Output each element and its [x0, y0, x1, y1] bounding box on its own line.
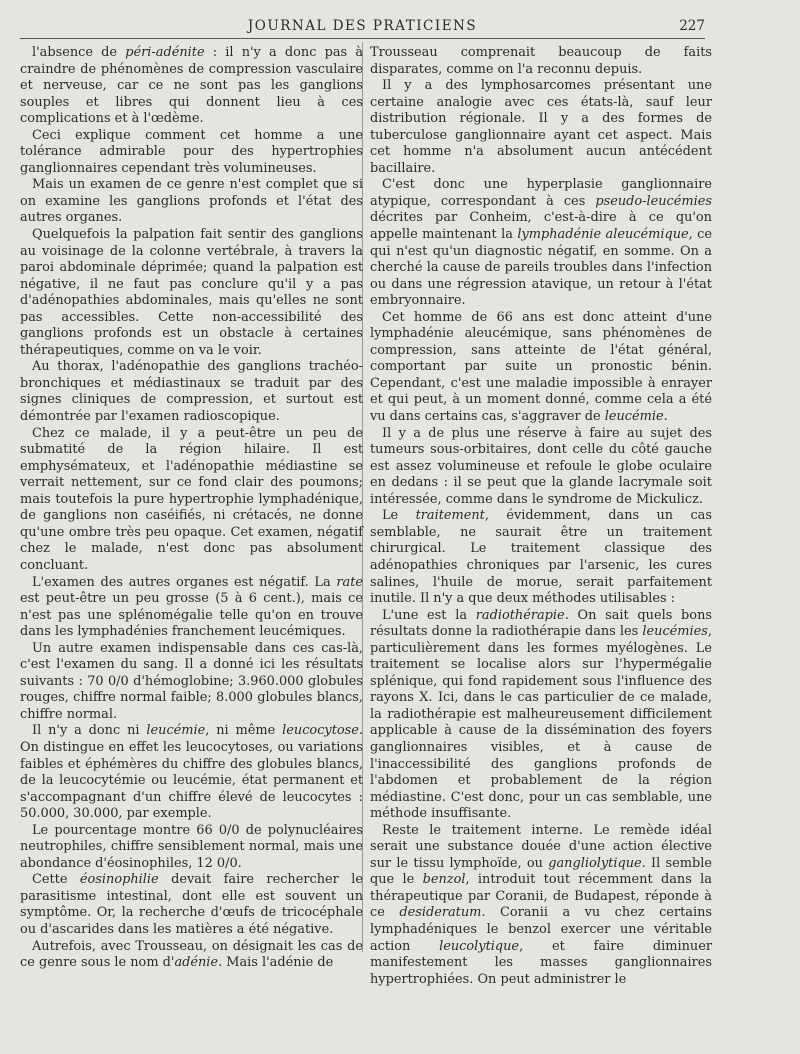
text-run: Mais un examen de ce genre n'est complet que si on examine les ganglions profonds et l'état des autres organes.	[20, 177, 363, 226]
paragraph	[370, 78, 712, 177]
paragraph	[20, 823, 363, 873]
left-column	[20, 45, 363, 972]
italic-term: leucocytose	[282, 723, 359, 739]
italic-term: rate	[336, 574, 363, 590]
italic-term: pseudo-leucémies	[595, 193, 712, 209]
page-number: 227	[679, 18, 705, 34]
paragraph	[20, 575, 363, 641]
paragraph	[370, 508, 712, 607]
text-run: . Mais l'adénie de	[218, 955, 334, 971]
italic-term: adénie	[174, 955, 219, 971]
paragraph	[370, 823, 712, 988]
text-run: devait faire rechercher le parasitisme intestinal, dont elle est souvent un symptôme. Or, la recherche d'œufs de tricocéphale ou d'ascarides dans les matières a été négative.	[20, 872, 363, 937]
text-run: , particulièrement dans les formes myélogènes. Le traitement se localise alors sur l'hypermégalie splénique, qui fond rapidement sous l'influence des rayons X. Ici, dans le cas particulier de ce malade, la radiothérapie est malheureusement difficilement applicable à cause de la dissémination des foyers ganglionnaires visibles, et à cause de l'inaccessibilité des ganglions profonds de l'abdomen et probablement de la région médiastine. C'est donc, pour un cas semblable, une méthode insuffisante.	[370, 624, 712, 822]
paragraph	[370, 177, 712, 309]
paragraph	[370, 310, 712, 426]
text-run: . Il semble que le	[370, 855, 712, 888]
text-run: C'est donc une hyperplasie ganglionnaire atypique, correspondant à ces	[370, 177, 712, 209]
text-run: Cette	[32, 872, 80, 888]
italic-term: leucolytique	[439, 938, 520, 954]
text-run: , évidemment, dans un cas semblable, ne saurait être un traitement chirurgical. Le traitement classique des adénopathies chroniques par l'arsenic, les cures salines, l'huile de morue, serait parfaitement inutile. Il n'y a que deux méthodes utilisables :	[370, 508, 712, 607]
text-run: . On distingue en effet les leucocytoses, ou variations faibles et éphémères du chiffre des globules blancs, de la leucocytémie ou leucémie, état permanent et s'accompagnant d'un chiffre élevé de leucocytes : 50.000, 30.000, par exemple.	[20, 723, 363, 822]
italic-term: leucémie	[146, 723, 206, 739]
paragraph	[20, 872, 363, 938]
journal-title: JOURNAL DES PRATICIENS	[247, 18, 478, 34]
text-run: L'une est la	[382, 607, 476, 623]
italic-term: radiothérapie	[475, 607, 565, 623]
text-run: Un autre examen indispensable dans ces cas-là, c'est l'examen du sang. Il a donné ici les résultats suivants : 70 0/0 d'hémoglobine; 3.960.000 globules rouges, chiffre normal faible; 8.000 globules blancs, chiffre normal.	[20, 640, 363, 722]
text-run: l'absence de	[32, 45, 126, 60]
text-run: Reste le traitement interne. Le remède idéal serait une substance douée d'une action élective sur le tissu lymphoïde, ou	[370, 822, 712, 871]
text-run: Ceci explique comment cet homme a une tolérance admirable pour des hypertrophies ganglionnaires cependant très volumineuses.	[20, 127, 363, 176]
paragraph	[20, 723, 363, 822]
paragraph	[20, 426, 363, 575]
italic-term: péri-adénite	[125, 45, 205, 60]
italic-term: éosinophilie	[79, 872, 159, 888]
text-run: est peut-être un peu grosse (5 à 6 cent.), mais ce n'est pas une splénomégalie telle qu'on en trouve dans les lymphadénies franchement leucémiques.	[20, 591, 363, 640]
paragraph	[20, 939, 363, 972]
text-run: Il y a des lymphosarcomes présentant une certaine analogie avec ces états-là, sauf leur distribution régionale. Il y a des formes de tuberculose ganglionnaire ayant cet aspect. Mais cet homme n'a absolument aucun antécédent bacillaire.	[370, 78, 712, 176]
text-run: Chez ce malade, il y a peut-être un peu de submatité de la région hilaire. Il est emphysémateux, et l'adénopathie médiastine se verrait nettement, sur ce fond clair des poumons; mais toutefois la pure hypertrophie lymphadénique, de ganglions non caséifiés, ni crétacés, ne donne qu'une ombre très peu opaque. Cet examen, négatif chez le malade, n'est donc pas absolument concluant.	[20, 425, 363, 573]
text-run: Au thorax, l'adénopathie des ganglions trachéo-bronchiques et médiastinaux se traduit par des signes cliniques de compression, et surtout est démontrée par l'examen radioscopique.	[20, 359, 363, 425]
right-column	[370, 45, 712, 988]
text-run: .	[663, 409, 668, 425]
paragraph	[20, 359, 363, 425]
text-run: : il n'y a donc pas à craindre de phénomènes de compression vasculaire et nerveuse, car ce ne sont pas les ganglions souples et libres qui donnent lieu à ces complications et à l'œdème.	[20, 45, 364, 127]
paragraph	[20, 641, 363, 724]
text-run: Autrefois, avec Trousseau, on désignait les cas de ce genre sous le nom d'	[20, 938, 363, 971]
italic-term: desideratum	[399, 905, 482, 921]
text-run: Trousseau comprenait beaucoup de faits disparates, comme on l'a reconnu depuis.	[370, 45, 712, 77]
text-run: . On sait quels bons résultats donne la radiothérapie dans les	[370, 607, 712, 640]
text-run: Il y a de plus une réserve à faire au sujet des tumeurs sous-orbitaires, dont celle du côté gauche est assez volumineuse et refoule le globe oculaire en dedans : il se peut que la glande lacrymale soit intéressée, comme dans le syndrome de Mickulicz.	[370, 425, 712, 507]
italic-term: traitement	[415, 508, 485, 524]
paragraph	[20, 227, 363, 359]
italic-term: benzol	[422, 872, 466, 888]
italic-term: leucémies	[642, 624, 708, 640]
italic-term: gangliolytique	[548, 855, 642, 871]
italic-term: lymphadénie aleucémique	[517, 227, 689, 243]
text-run: L'examen des autres organes est négatif. La	[32, 574, 337, 590]
text-run: Quelquefois la palpation fait sentir des ganglions au voisinage de la colonne vertébrale, à travers la paroi abdominale déprimée; quand la palpation est négative, il ne faut pas conclure qu'il y a pas d'adénopathies abdominales, mais qu'elles ne sont pas accessibles. Cette non-accessibilité des ganglions profonds est un obstacle à certaines thérapeutiques, comme on va le voir.	[20, 227, 363, 358]
text-run: Le pourcentage montre 66 0/0 de polynucléaires neutrophiles, chiffre sensiblement normal, mais une abondance d'éosinophiles, 12 0/0.	[20, 822, 363, 871]
text-run: , ni même	[205, 723, 283, 739]
text-run: , ce qui n'est qu'un diagnostic négatif, en somme. On a cherché la cause de pareils troubles dans l'infection ou dans une régression atavique, un retour à l'état embryonnaire.	[370, 227, 713, 309]
paragraph	[20, 128, 363, 178]
italic-term: leucémie	[604, 409, 664, 425]
paragraph	[370, 608, 712, 823]
text-run: décrites par Conheim, c'est-à-dire à ce qu'on appelle maintenant la	[370, 210, 712, 243]
text-run: , introduit tout récemment dans la thérapeutique par Coranii, de Budapest, réponde à ce	[370, 872, 712, 921]
paragraph	[370, 426, 712, 509]
running-header	[20, 16, 705, 39]
paragraph	[370, 45, 712, 78]
paragraph	[20, 177, 363, 227]
text-run: Le	[382, 508, 416, 524]
text-run: Il n'y a donc ni	[32, 723, 147, 739]
text-run: , et faire diminuer manifestement les masses ganglionnaires hypertrophiées. On peut administrer le	[370, 938, 712, 987]
text-run: Cet homme de 66 ans est donc atteint d'une lymphadénie aleucémique, sans phénomènes de compression, sans atteinte de l'état général, comportant par suite un pronostic bénin. Cependant, c'est une maladie impossible à enrayer et qui peut, à un moment donné, comme cela a été vu dans certains cas, s'aggraver de	[370, 309, 712, 425]
text-run: . Coranii a vu chez certains lymphadéniques le benzol exercer une véritable action	[370, 905, 712, 954]
paragraph	[20, 45, 363, 128]
